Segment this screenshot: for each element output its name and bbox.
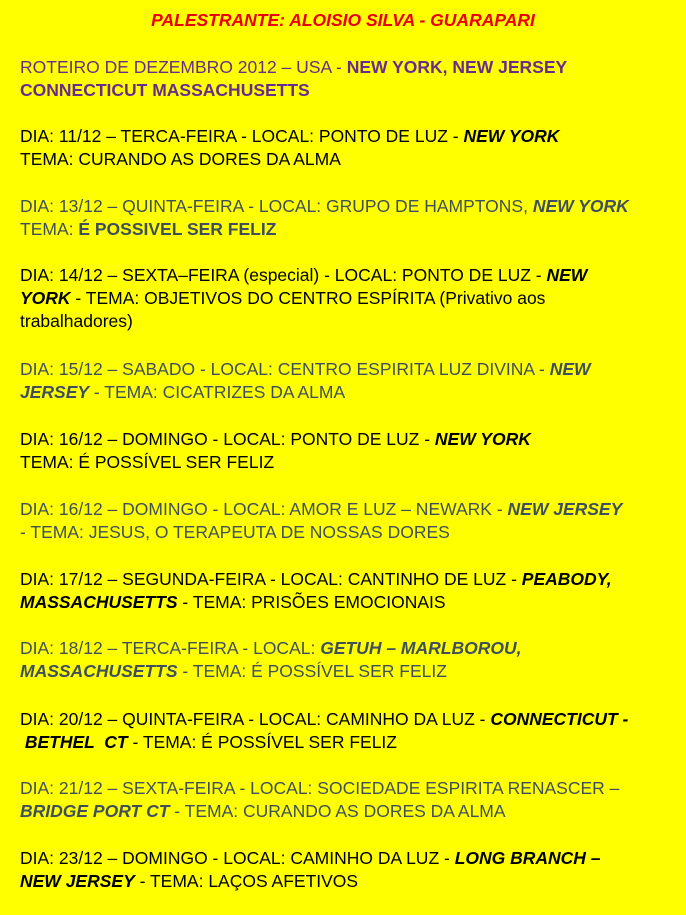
- entry-15-12: [20, 358, 668, 404]
- speaker-title: PALESTRANTE: ALOISIO SILVA - GUARAPARI: [151, 10, 535, 30]
- intro-places-2: CONNECTICUT MASSACHUSETTS: [20, 80, 310, 100]
- entry-text: DIA: 20/12 – QUINTA-FEIRA - LOCAL: CAMINHO DA LUZ -: [20, 709, 491, 729]
- entry-14-12: [20, 264, 668, 333]
- entry-theme: - TEMA: OBJETIVOS DO CENTRO ESPÍRITA (Privativo aos: [70, 288, 546, 308]
- entry-17-12: [20, 568, 668, 614]
- entry-20-12: [20, 708, 668, 754]
- entry-text: DIA: 15/12 – SABADO - LOCAL: CENTRO ESPIRITA LUZ DIVINA -: [20, 359, 550, 379]
- entry-13-12: [20, 195, 668, 241]
- entry-23-12: [20, 847, 668, 893]
- entry-18-12: [20, 637, 668, 683]
- itinerary-intro: [20, 56, 668, 102]
- entry-text: DIA: 14/12 – SEXTA–FEIRA (especial) - LOCAL: PONTO DE LUZ -: [20, 265, 547, 285]
- entry-11-12: [20, 125, 668, 171]
- entry-theme: - TEMA: JESUS, O TERAPEUTA DE NOSSAS DORES: [20, 522, 450, 542]
- entry-theme-label: TEMA:: [20, 219, 79, 239]
- entry-city-part1: LONG BRANCH –: [454, 848, 601, 868]
- intro-roteiro: ROTEIRO DE DEZEMBRO 2012 – USA -: [20, 57, 347, 77]
- entry-text: DIA: 16/12 – DOMINGO - LOCAL: PONTO DE LUZ -: [20, 429, 435, 449]
- entry-city: BRIDGE PORT CT: [20, 801, 170, 821]
- entry-city-part2: JERSEY: [20, 382, 90, 402]
- entry-city: NEW YORK: [434, 429, 531, 449]
- entry-city-part1: PEABODY,: [521, 569, 612, 589]
- entry-text: DIA: 11/12 – TERCA-FEIRA - LOCAL: PONTO DE LUZ -: [20, 126, 464, 146]
- entry-city: NEW YORK: [532, 196, 629, 216]
- entry-text: DIA: 16/12 – DOMINGO - LOCAL: AMOR E LUZ – NEWARK -: [20, 499, 508, 519]
- entry-city-part2: MASSACHUSETTS: [20, 592, 178, 612]
- entry-city-part2: BETHEL CT: [20, 732, 128, 752]
- entry-text: DIA: 18/12 – TERCA-FEIRA - LOCAL:: [20, 638, 321, 658]
- entry-theme: TEMA: É POSSÍVEL SER FELIZ: [20, 452, 275, 472]
- entry-theme: - TEMA: PRISÕES EMOCIONAIS: [177, 592, 446, 612]
- entry-text: DIA: 17/12 – SEGUNDA-FEIRA - LOCAL: CANTINHO DE LUZ -: [20, 569, 522, 589]
- entry-theme: - TEMA: CURANDO AS DORES DA ALMA: [169, 801, 506, 821]
- entry-city-part1: NEW: [546, 265, 588, 285]
- entry-theme: - TEMA: LAÇOS AFETIVOS: [134, 871, 359, 891]
- entry-theme: TEMA: CURANDO AS DORES DA ALMA: [20, 149, 341, 169]
- entry-city-part2: NEW JERSEY: [20, 871, 135, 891]
- entry-text: DIA: 21/12 – SEXTA-FEIRA - LOCAL: SOCIEDADE ESPIRITA RENASCER –: [20, 778, 620, 798]
- entry-city-part2: MASSACHUSETTS: [20, 661, 178, 681]
- entry-city-part1: GETUH – MARLBOROU,: [320, 638, 522, 658]
- entry-city-part1: CONNECTICUT -: [490, 709, 629, 729]
- intro-places-1: NEW YORK, NEW JERSEY: [346, 57, 568, 77]
- entry-16-12-b: [20, 498, 668, 544]
- intro-line-1: [20, 56, 668, 79]
- entry-city: NEW YORK: [463, 126, 560, 146]
- entry-text: DIA: 13/12 – QUINTA-FEIRA - LOCAL: GRUPO DE HAMPTONS,: [20, 196, 533, 216]
- entry-theme: - TEMA: CICATRIZES DA ALMA: [89, 382, 346, 402]
- entry-city-part2: YORK: [20, 288, 71, 308]
- entry-theme: - TEMA: É POSSÍVEL SER FELIZ: [177, 661, 447, 681]
- entry-city-part1: NEW: [549, 359, 591, 379]
- entry-theme: - TEMA: É POSSÍVEL SER FELIZ: [127, 732, 397, 752]
- entry-city: NEW JERSEY: [507, 499, 623, 519]
- entry-theme-cont: trabalhadores): [20, 311, 133, 331]
- entry-theme: É POSSIVEL SER FELIZ: [78, 219, 277, 239]
- entry-text: DIA: 23/12 – DOMINGO - LOCAL: CAMINHO DA LUZ -: [20, 848, 455, 868]
- entry-16-12-a: [20, 428, 668, 474]
- entry-21-12: [20, 777, 668, 823]
